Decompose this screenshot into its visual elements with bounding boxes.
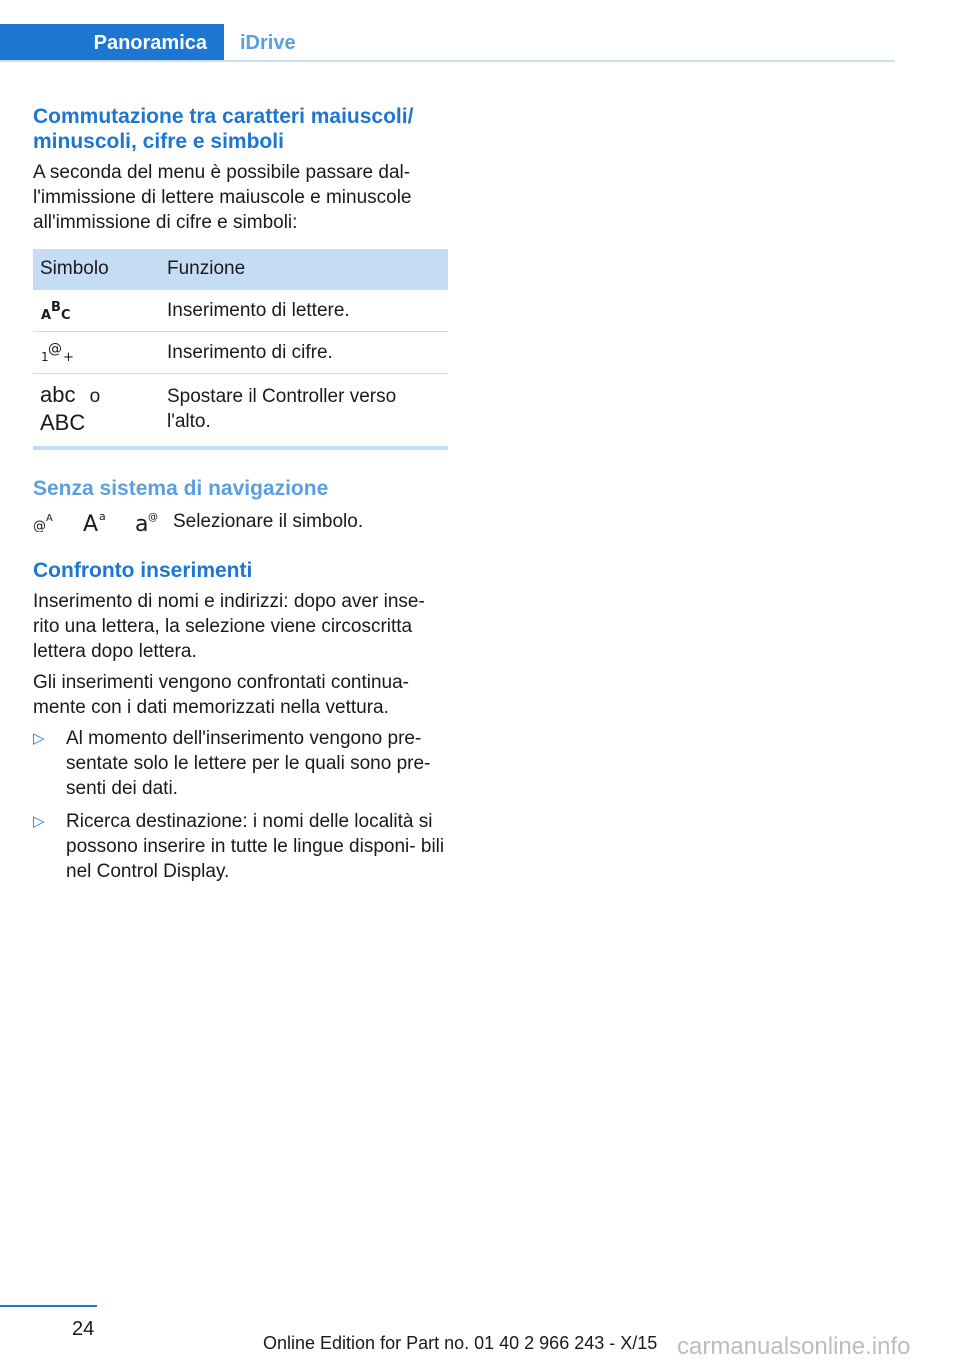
select-symbol-text: Selezionare il simbolo. [173,510,364,532]
svg-text:@: @ [48,341,62,358]
table-cell-function: Spostare il Controller verso l'alto. [160,373,448,448]
symbol-table [33,249,448,450]
triangle-bullet-icon: ▷ [33,729,45,747]
page-number: 24 [72,1318,95,1340]
tab-idrive[interactable]: iDrive [240,32,296,54]
svg-text:B: B [51,300,61,316]
tab-panoramica[interactable]: Panoramica [0,24,224,62]
table-cell-symbol [33,373,160,448]
confronto-paragraph-1: Inserimento di nomi e indirizzi: dopo aver inse- rito una lettera, la selezione viene circoscritta lettera dopo lettera. [33,590,425,662]
symbol-icons-row [33,509,448,534]
section-body-commutazione: A seconda del menu è possibile passare dal- l'immissione di lettere maiuscole e minuscole all'immissione di cifre e simboli: [33,162,412,233]
table-cell-symbol [33,331,160,373]
watermark: carmanualsonline.info [677,1333,911,1360]
page-header [0,24,895,62]
uppercase-a-lowercase-a-icon [83,509,109,533]
confronto-bullet-list [33,726,448,884]
table-cell-symbol [33,289,160,331]
abc-uppercase-symbol-icon [40,298,74,322]
table-header-simbolo: Simbolo [33,249,160,289]
section-title-commutazione: Commutazione tra caratteri maiuscoli/ minuscoli, cifre e simboli [33,105,414,153]
table-cell-function: Inserimento di lettere. [160,289,448,331]
confronto-paragraph-2: Gli inserimenti vengono confrontati continua- mente con i dati memorizzati nella vettura. [33,671,409,718]
section-title-senza-navigazione: Senza sistema di navigazione [33,476,329,500]
svg-text:a: a [135,512,149,533]
table-cell-function: Inserimento di cifre. [160,331,448,373]
svg-text:@: @ [148,512,158,523]
digit-at-plus-symbol-icon [40,340,74,364]
table-row [33,373,448,448]
edition-text: Online Edition for Part no. 01 40 2 966 243 - X/15 [263,1333,658,1353]
table-header-funzione: Funzione [160,249,448,289]
svg-text:a: a [99,510,106,523]
triangle-bullet-icon: ▷ [33,812,45,830]
svg-text:C: C [61,308,71,323]
abc-or-ABC-symbol [40,382,153,436]
svg-text:@: @ [33,519,46,532]
abc-lowercase-label: abc [40,381,76,407]
svg-text:A: A [41,308,52,323]
table-row [33,331,448,373]
footer-rule [0,1305,97,1307]
list-item: ▷ Ricerca destinazione: i nomi delle località si possono inserire in tutte le lingue disponi- bili nel Control Display. [33,810,445,882]
list-item: ▷ Al momento dell'inserimento vengono pre- sentate solo le lettere per le quali sono pre- senti dei dati. [33,727,431,799]
svg-text:1: 1 [41,350,49,365]
section-title-confronto: Confronto inserimenti [33,558,253,582]
header-rule [0,60,895,62]
table-header-row [33,249,448,289]
page-content [33,104,448,892]
lowercase-a-at-icon [135,509,161,533]
table-row [33,289,448,331]
svg-text:A: A [83,512,99,533]
abc-uppercase-label: ABC [40,409,86,435]
at-uppercase-a-icon [33,510,57,532]
or-label: o [89,385,101,407]
svg-text:A: A [46,513,53,524]
svg-text:+: + [63,350,74,365]
